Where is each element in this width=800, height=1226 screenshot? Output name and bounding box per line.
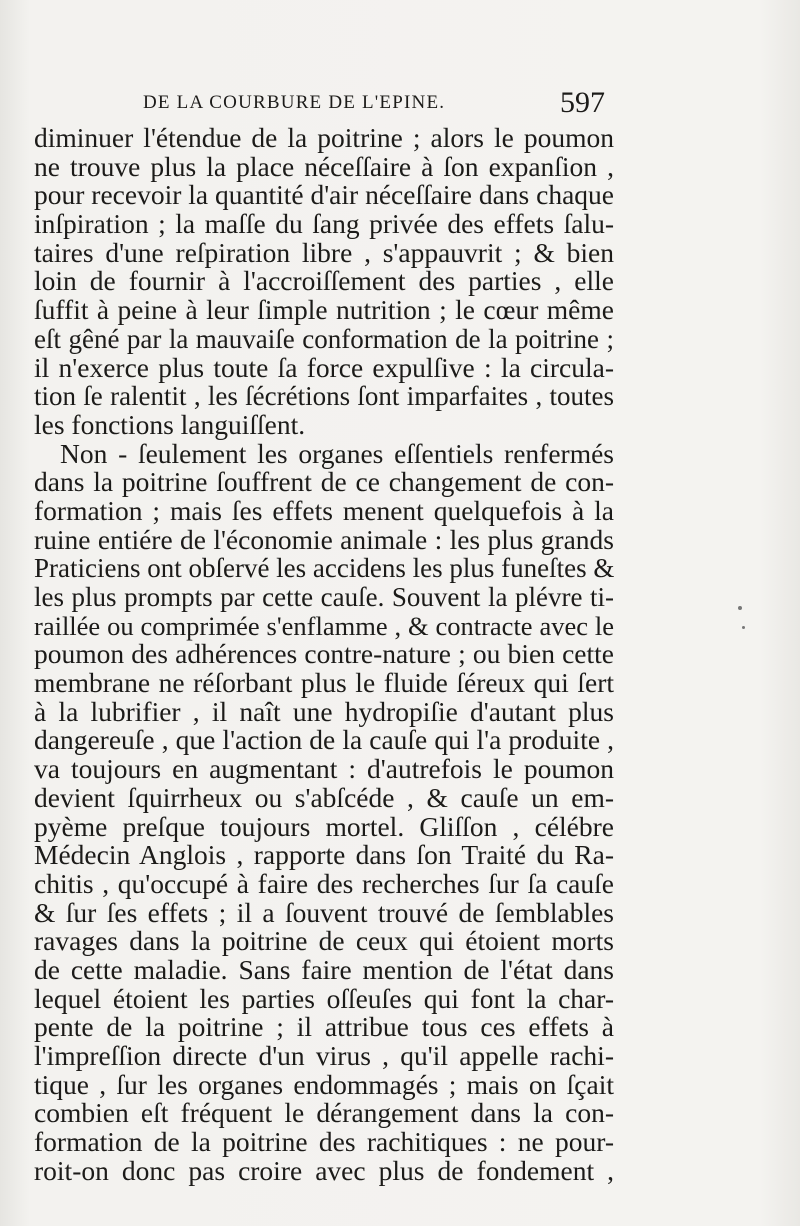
text-line: ſuffit à peine à leur ſimple nutrition ; le cœur même: [34, 294, 614, 326]
text-line: combien eſt fréquent le dérangement dans la con-: [34, 1097, 614, 1129]
text-line: formation ; mais ſes effets menent quelquefois à la: [34, 494, 614, 526]
text-line: dans la poitrine ſouffrent de ce changement de con-: [34, 466, 614, 498]
text-line: chitis , qu'occupé à faire des recherches ſur ſa cauſe: [34, 867, 614, 899]
text-line: l'impreſſion directe d'un virus , qu'il appelle rachi-: [34, 1040, 614, 1071]
running-title: DE LA COURBURE DE L'EPINE.: [143, 92, 446, 113]
print-speck: [738, 606, 742, 610]
text-line: & ſur ſes effets ; il a ſouvent trouvé de ſemblables: [34, 896, 614, 928]
text-line: pour recevoir la quantité d'air néceſſaire dans chaque: [34, 179, 614, 211]
page-header: [143, 88, 603, 124]
text-line: il n'exerce plus toute ſa force expulſive : la circula-: [34, 351, 614, 383]
text-line: poumon des adhérences contre-nature ; ou bien cette: [34, 638, 614, 670]
text-line: loin de fournir à l'accroiſſement des parties , elle: [34, 265, 614, 297]
text-line: les fonctions languiſſent.: [34, 408, 306, 440]
text-line: inſpiration ; la maſſe du ſang privée des effets ſalu-: [34, 208, 614, 240]
print-speck: [742, 626, 745, 629]
body-text: [34, 124, 614, 1185]
page-number: 597: [560, 86, 605, 119]
text-line: dangereuſe , que l'action de la cauſe qui l'a produite ,: [34, 724, 614, 756]
text-line: diminuer l'étendue de la poitrine ; alors le poumon: [34, 122, 614, 153]
text-line: va toujours en augmentant : d'autrefois le poumon: [34, 753, 614, 785]
text-line: Praticiens ont obſervé les accidens les plus funeſtes &: [34, 553, 615, 584]
text-line: roit-on donc pas croire avec plus de fondement ,: [34, 1154, 614, 1186]
text-line: lequel étoient les parties oſſeuſes qui font la char-: [34, 982, 614, 1014]
text-line: ruine entiére de l'économie animale : les plus grands: [34, 523, 614, 555]
text-line: raillée ou comprimée s'enflamme , & contracte avec le: [34, 610, 614, 641]
text-line: pyème preſque toujours mortel. Gliſſon , célébre: [34, 810, 614, 842]
text-line: eſt gêné par la mauvaiſe conformation de la poitrine ;: [34, 323, 614, 354]
text-line: les plus prompts par cette cauſe. Souvent la plévre ti-: [34, 582, 614, 612]
text-line: formation de la poitrine des rachitiques : ne pour-: [34, 1126, 614, 1158]
text-line: ravages dans la poitrine de ceux qui étoient morts: [34, 925, 614, 957]
text-line: à la lubrifier , il naît une hydropiſie d'autant plus: [34, 695, 614, 727]
text-line: Non - ſeulement les organes eſſentiels renfermés: [60, 437, 614, 469]
text-line: taires d'une reſpiration libre , s'appauvrit ; & bien: [34, 236, 614, 268]
text-line: devient ſquirrheux ou s'abſcéde , & cauſe un em-: [34, 781, 614, 813]
text-line: membrane ne réſorbant plus le fluide ſéreux qui ſert: [34, 667, 614, 699]
text-line: de cette maladie. Sans faire mention de l'état dans: [34, 953, 614, 985]
text-line: pente de la poitrine ; il attribue tous ces effets à: [34, 1011, 614, 1043]
text-line: ne trouve plus la place néceſſaire à ſon expanſion ,: [34, 150, 614, 182]
text-line: Médecin Anglois , rapporte dans ſon Traité du Ra-: [34, 839, 614, 871]
text-line: tique , ſur les organes endommagés ; mais on ſçait: [34, 1068, 614, 1100]
text-line: tion ſe ralentit , les ſécrétions ſont imparfaites , toutes: [34, 381, 614, 412]
